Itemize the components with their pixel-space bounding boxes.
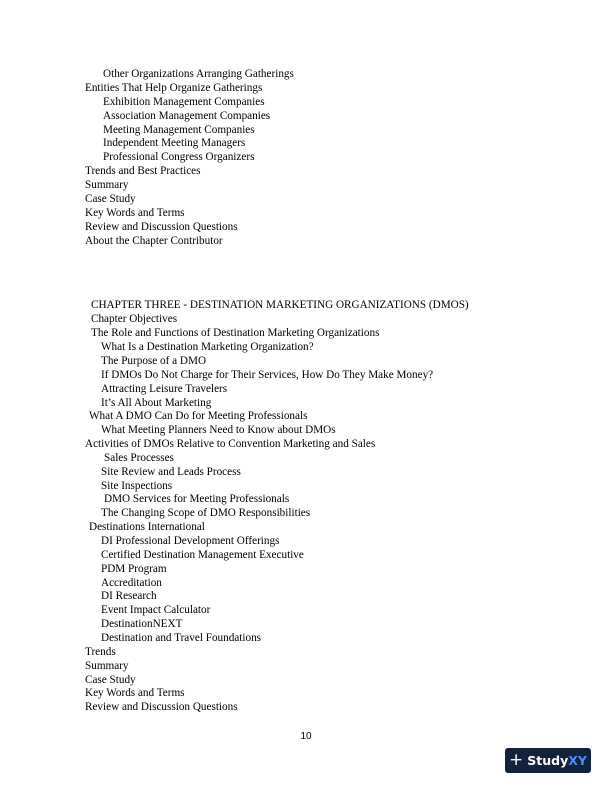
toc-entry: Summary	[85, 179, 129, 191]
toc-entry: Sales Processes	[104, 452, 174, 464]
toc-entry: Key Words and Terms	[85, 687, 185, 699]
toc-entry: The Changing Scope of DMO Responsibilities	[101, 507, 311, 519]
toc-entry: Chapter Objectives	[91, 313, 178, 325]
chapter-title: CHAPTER THREE - DESTINATION MARKETING ORGANIZATIONS (DMOS)	[91, 299, 469, 311]
toc-entry: Certified Destination Management Executive	[101, 549, 304, 561]
toc-entry: If DMOs Do Not Charge for Their Services, How Do They Make Money?	[101, 369, 434, 381]
page-number: 10	[300, 731, 312, 742]
toc-entry: Exhibition Management Companies	[103, 96, 265, 108]
badge-prefix: Study	[527, 753, 569, 768]
toc-entry: Review and Discussion Questions	[85, 221, 238, 233]
toc-entry: Destination and Travel Foundations	[101, 632, 262, 644]
toc-entry: Entities That Help Organize Gatherings	[85, 82, 263, 94]
toc-entry: What Meeting Planners Need to Know about DMOs	[101, 424, 336, 436]
studyxy-badge[interactable]	[505, 748, 591, 773]
badge-suffix: XY	[568, 753, 587, 768]
toc-entry: What A DMO Can Do for Meeting Professionals	[89, 410, 308, 422]
toc-entry: DI Professional Development Offerings	[101, 535, 280, 547]
toc-entry: Activities of DMOs Relative to Convention Marketing and Sales	[85, 438, 376, 450]
toc-entry: About the Chapter Contributor	[85, 235, 223, 247]
toc-entry: Trends and Best Practices	[85, 165, 201, 177]
toc-entry: Accreditation	[101, 577, 162, 589]
toc-entry: Destinations International	[89, 521, 205, 533]
toc-entry: Case Study	[85, 193, 136, 205]
toc-entry: PDM Program	[101, 563, 167, 575]
toc-entry: It’s All About Marketing	[101, 397, 212, 409]
plus-icon: +	[509, 750, 524, 770]
toc-entry: Meeting Management Companies	[103, 124, 255, 136]
toc-entry: DI Research	[101, 590, 157, 602]
toc-entry: Event Impact Calculator	[101, 604, 211, 616]
toc-entry: Key Words and Terms	[85, 207, 185, 219]
toc-entry: Site Inspections	[101, 480, 173, 492]
toc-entry: Other Organizations Arranging Gatherings	[103, 68, 294, 80]
toc-entry: Independent Meeting Managers	[103, 137, 246, 149]
toc-entry: Trends	[85, 646, 116, 658]
toc-entry: Case Study	[85, 674, 136, 686]
toc-entry: The Role and Functions of Destination Marketing Organizations	[91, 327, 380, 339]
toc-entry: Summary	[85, 660, 129, 672]
toc-entry: DestinationNEXT	[101, 618, 183, 630]
toc-entry: Review and Discussion Questions	[85, 701, 238, 713]
toc-entry: Attracting Leisure Travelers	[101, 383, 228, 395]
toc-entry: Association Management Companies	[103, 110, 271, 122]
toc-entry: DMO Services for Meeting Professionals	[104, 493, 290, 505]
toc-entry: Site Review and Leads Process	[101, 466, 241, 478]
toc-entry: Professional Congress Organizers	[103, 151, 255, 163]
toc-entry: What Is a Destination Marketing Organization?	[101, 341, 314, 353]
toc-entry: The Purpose of a DMO	[101, 355, 207, 367]
